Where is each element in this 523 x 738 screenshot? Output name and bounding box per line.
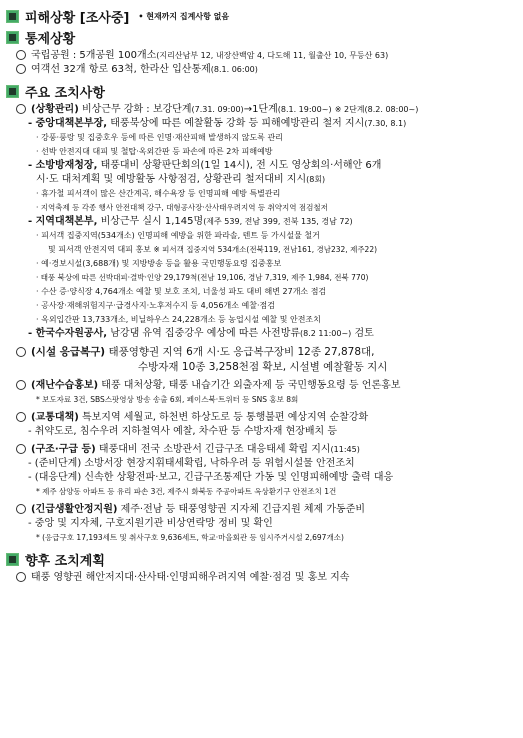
circle-bullet-icon	[16, 572, 26, 582]
detail-item: · 예·경보시설(3,688개) 및 지방방송 등을 활용 국민행동요령 집중홍보	[36, 259, 282, 268]
sub-item-cont: 시·도 대처계획 및 예방활동 사항점검, 상황관리 철저대비 지시(8회)	[36, 174, 326, 185]
section-control	[6, 28, 517, 47]
section-note: • 현재까지 집계사항 없음	[138, 12, 230, 21]
detail-item: · 태풍 북상에 따른 선박대피·결박·인양 29,179척(전남 19,106, 경남 7,319, 제주 1,984, 전북 770)	[36, 273, 369, 282]
sub-item: - 중앙 및 지자체, 구호지원기관 비상연락망 정비 및 확인	[28, 518, 273, 529]
detail-item: · 휴가철 피서객이 많은 산간계곡, 해수욕장 등 인명피해 예방 특별관리	[36, 189, 281, 198]
measure-item: (긴급생활안정지원) 제주·전남 등 태풍영향권 지자체 긴급지원 체제 가동준비	[6, 503, 517, 517]
detail-item: 및 피서객 안전지역 대피 홍보 ※ 피서객 집중지역 534개소(전북119, 전남161, 경남232, 제주22)	[48, 245, 378, 254]
measure-item: (교통대책) 특보지역 세월교, 하천변 하상도로 등 통행불편 예상지역 순찰강화	[6, 411, 517, 425]
control-item: 여객선 32개 항로 63척, 한라산 입산통제(8.1. 06:00)	[6, 63, 517, 77]
detail-item: · 공사장·재해위험지구·급경사지·노후저수지 등 4,056개소 예찰·점검	[36, 301, 275, 310]
detail-item: · 피서객 집중지역(534개소) 인명피해 예방을 위한 파라솔, 텐트 등 가시설물 철거	[36, 231, 320, 240]
section-title: 피해상황 [조사중]	[25, 11, 130, 26]
detail-item: · 수산 증·양식장 4,764개소 예찰 및 보호 조치, 너울성 파도 대비 해변 27개소 점검	[36, 287, 327, 296]
square-bullet-icon	[6, 10, 19, 23]
circle-bullet-icon	[16, 380, 26, 390]
detail-item: · 지역축제 등 각종 행사 안전대책 강구, 대형공사장·산사태우려지역 등 취약지역 점검철저	[36, 203, 328, 212]
circle-bullet-icon	[16, 504, 26, 514]
sub-item: - 중앙대책본부장, 태풍북상에 따른 예찰활동 강화 등 피해예방관리 철저 지시(7.30, 8.1)	[28, 118, 407, 129]
section-plan	[6, 550, 517, 569]
sub-item: - (준비단계) 소방서장 현장지휘태세확립, 낙하우려 등 위험시설물 안전조치	[28, 458, 355, 469]
square-bullet-icon	[6, 553, 19, 566]
measure-item: (재난수습홍보) 태풍 대처상황, 태풍 내습기간 외출자제 등 국민행동요령 등 언론홍보	[6, 379, 517, 393]
circle-bullet-icon	[16, 104, 26, 114]
note-item: * (응급구호 17,193세트 및 취사구호 9,636세트, 학교·마을회관 등 임시주거시설 2,697개소)	[36, 533, 344, 542]
section-measures	[6, 82, 517, 101]
circle-bullet-icon	[16, 50, 26, 60]
sub-item: - 한국수자원공사, 남강댐 유역 집중강우 예상에 따른 사전방류(8.2 11:00~) 검토	[28, 328, 374, 339]
circle-bullet-icon	[16, 412, 26, 422]
detail-item: · 옥외입간판 13,733개소, 비닐하우스 24,228개소 등 농업시설 예찰 및 안전조치	[36, 315, 321, 324]
control-item: 국립공원 : 5개공원 100개소(지리산남부 12, 내장산백암 4, 다도해 11, 월출산 10, 무등산 63)	[6, 49, 517, 63]
detail-item: · 선박 안전지대 대피 및 철탑·옥외간판 등 파손에 따른 2차 피해예방	[36, 147, 273, 156]
measure-item: (구조·구급 등) 태풍대비 전국 소방관서 긴급구조 대응태세 확립 지시(11:45)	[6, 443, 517, 457]
sub-item: - 소방방재청장, 태풍대비 상황판단회의(1일 14시), 전 시도 영상회의·서해안 6개	[28, 160, 382, 171]
note-item: * 보도자료 3건, SBS스팟영상 방송 송출 6회, 페이스북·트위터 등 SNS 홍보 8회	[36, 395, 299, 404]
measure-item: (시설 응급복구) 태풍영향권 지역 6개 시·도 응급복구장비 12종 27,878대,	[6, 345, 517, 360]
circle-bullet-icon	[16, 64, 26, 74]
section-title: 주요 조치사항	[25, 86, 105, 101]
plan-item: 태풍 영향권 해안저지대·산사태·인명피해우려지역 예찰·점검 및 홍보 지속	[6, 571, 517, 585]
note-item: * 제주 삼양동 아파트 등 유리 파손 3건, 제주시 화북동 주공아파트 옥상환기구 안전조치 1건	[36, 487, 337, 496]
detail-item: · 강풍·풍랑 및 집중호우 등에 따른 인명·재산피해 발생하지 않도록 관리	[36, 133, 283, 142]
sub-item: - 지역대책본부, 비상근무 실시 1,145명(제주 539, 전남 399, 전북 135, 경남 72)	[28, 216, 353, 227]
circle-bullet-icon	[16, 347, 26, 357]
sub-item: - 취약도로, 침수우려 지하철역사 예찰, 차수판 등 수방자재 현장배치 등	[28, 426, 338, 437]
circle-bullet-icon	[16, 444, 26, 454]
sub-item: - (대응단계) 신속한 상황전파·보고, 긴급구조통제단 가동 및 인명피해예방 출력 대응	[28, 472, 394, 483]
section-damage	[6, 7, 517, 26]
square-bullet-icon	[6, 31, 19, 44]
measure-cont: 수방자재 10종 3,258천점 확보, 시설별 예찰활동 지시	[138, 361, 388, 373]
square-bullet-icon	[6, 85, 19, 98]
measure-item: (상황관리) 비상근무 강화 : 보강단계(7.31. 09:00)→1단계(8.1. 19:00~) ※ 2단계(8.2. 08:00~)	[6, 103, 517, 117]
section-title: 향후 조치계획	[25, 554, 105, 569]
section-title: 통제상황	[25, 32, 76, 47]
